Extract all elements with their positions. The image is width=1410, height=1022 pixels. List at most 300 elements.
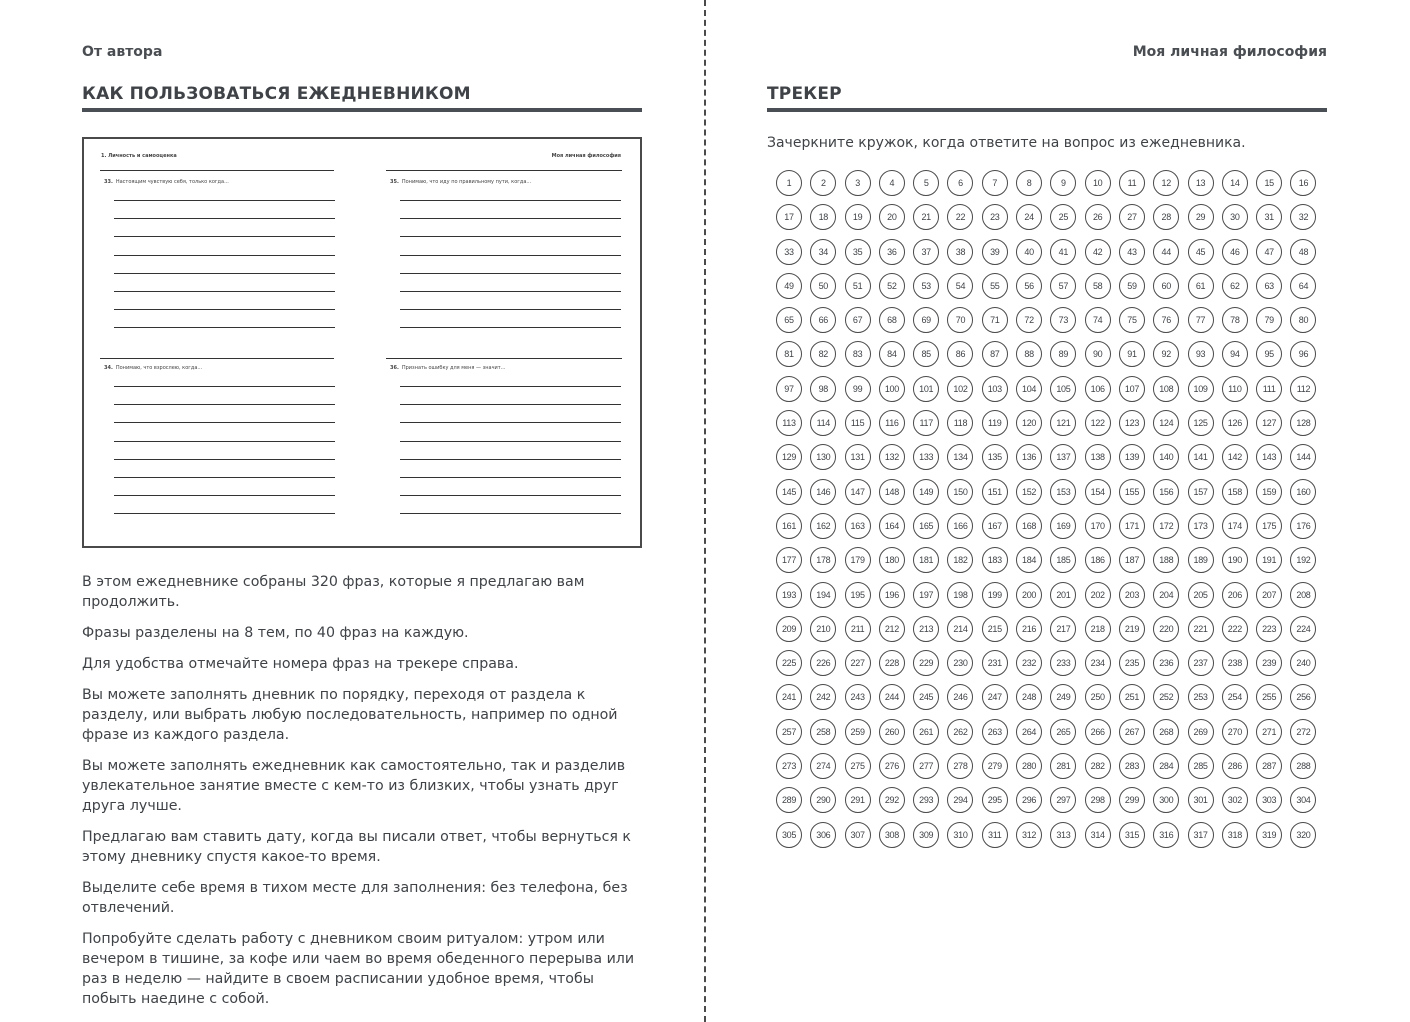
tracker-circle-220[interactable]: 220 bbox=[1153, 616, 1179, 642]
tracker-circle-92[interactable]: 92 bbox=[1153, 341, 1179, 367]
tracker-circle-120[interactable]: 120 bbox=[1016, 410, 1042, 436]
tracker-circle-154[interactable]: 154 bbox=[1085, 479, 1111, 505]
tracker-circle-148[interactable]: 148 bbox=[879, 479, 905, 505]
tracker-circle-236[interactable]: 236 bbox=[1153, 650, 1179, 676]
tracker-circle-242[interactable]: 242 bbox=[810, 684, 836, 710]
tracker-circle-296[interactable]: 296 bbox=[1016, 787, 1042, 813]
tracker-circle-183[interactable]: 183 bbox=[982, 547, 1008, 573]
tracker-circle-268[interactable]: 268 bbox=[1153, 719, 1179, 745]
tracker-circle-102[interactable]: 102 bbox=[947, 376, 973, 402]
tracker-circle-204[interactable]: 204 bbox=[1153, 582, 1179, 608]
tracker-circle-36[interactable]: 36 bbox=[879, 239, 905, 265]
tracker-circle-42[interactable]: 42 bbox=[1085, 239, 1111, 265]
tracker-circle-230[interactable]: 230 bbox=[947, 650, 973, 676]
tracker-circle-171[interactable]: 171 bbox=[1119, 513, 1145, 539]
tracker-circle-95[interactable]: 95 bbox=[1256, 341, 1282, 367]
tracker-circle-295[interactable]: 295 bbox=[982, 787, 1008, 813]
tracker-circle-223[interactable]: 223 bbox=[1256, 616, 1282, 642]
tracker-circle-130[interactable]: 130 bbox=[810, 444, 836, 470]
tracker-circle-126[interactable]: 126 bbox=[1222, 410, 1248, 436]
tracker-circle-160[interactable]: 160 bbox=[1290, 479, 1316, 505]
tracker-circle-252[interactable]: 252 bbox=[1153, 684, 1179, 710]
tracker-circle-313[interactable]: 313 bbox=[1050, 822, 1076, 848]
tracker-circle-312[interactable]: 312 bbox=[1016, 822, 1042, 848]
tracker-circle-302[interactable]: 302 bbox=[1222, 787, 1248, 813]
tracker-circle-41[interactable]: 41 bbox=[1050, 239, 1076, 265]
tracker-circle-124[interactable]: 124 bbox=[1153, 410, 1179, 436]
tracker-circle-72[interactable]: 72 bbox=[1016, 307, 1042, 333]
tracker-circle-37[interactable]: 37 bbox=[913, 239, 939, 265]
tracker-circle-187[interactable]: 187 bbox=[1119, 547, 1145, 573]
tracker-circle-105[interactable]: 105 bbox=[1050, 376, 1076, 402]
tracker-circle-89[interactable]: 89 bbox=[1050, 341, 1076, 367]
tracker-circle-45[interactable]: 45 bbox=[1188, 239, 1214, 265]
tracker-circle-297[interactable]: 297 bbox=[1050, 787, 1076, 813]
tracker-circle-307[interactable]: 307 bbox=[845, 822, 871, 848]
tracker-circle-222[interactable]: 222 bbox=[1222, 616, 1248, 642]
tracker-circle-76[interactable]: 76 bbox=[1153, 307, 1179, 333]
tracker-circle-113[interactable]: 113 bbox=[776, 410, 802, 436]
tracker-circle-287[interactable]: 287 bbox=[1256, 753, 1282, 779]
tracker-circle-215[interactable]: 215 bbox=[982, 616, 1008, 642]
tracker-circle-5[interactable]: 5 bbox=[913, 170, 939, 196]
tracker-circle-288[interactable]: 288 bbox=[1290, 753, 1316, 779]
tracker-circle-145[interactable]: 145 bbox=[776, 479, 802, 505]
tracker-circle-159[interactable]: 159 bbox=[1256, 479, 1282, 505]
tracker-circle-18[interactable]: 18 bbox=[810, 204, 836, 230]
tracker-circle-188[interactable]: 188 bbox=[1153, 547, 1179, 573]
tracker-circle-33[interactable]: 33 bbox=[776, 239, 802, 265]
tracker-circle-163[interactable]: 163 bbox=[845, 513, 871, 539]
tracker-circle-241[interactable]: 241 bbox=[776, 684, 802, 710]
tracker-circle-237[interactable]: 237 bbox=[1188, 650, 1214, 676]
tracker-circle-101[interactable]: 101 bbox=[913, 376, 939, 402]
tracker-circle-129[interactable]: 129 bbox=[776, 444, 802, 470]
tracker-circle-301[interactable]: 301 bbox=[1188, 787, 1214, 813]
tracker-circle-3[interactable]: 3 bbox=[845, 170, 871, 196]
tracker-circle-233[interactable]: 233 bbox=[1050, 650, 1076, 676]
tracker-circle-29[interactable]: 29 bbox=[1188, 204, 1214, 230]
tracker-circle-181[interactable]: 181 bbox=[913, 547, 939, 573]
tracker-circle-192[interactable]: 192 bbox=[1290, 547, 1316, 573]
tracker-circle-71[interactable]: 71 bbox=[982, 307, 1008, 333]
tracker-circle-119[interactable]: 119 bbox=[982, 410, 1008, 436]
tracker-circle-257[interactable]: 257 bbox=[776, 719, 802, 745]
tracker-circle-165[interactable]: 165 bbox=[913, 513, 939, 539]
tracker-circle-275[interactable]: 275 bbox=[845, 753, 871, 779]
tracker-circle-196[interactable]: 196 bbox=[879, 582, 905, 608]
tracker-circle-49[interactable]: 49 bbox=[776, 273, 802, 299]
tracker-circle-228[interactable]: 228 bbox=[879, 650, 905, 676]
tracker-circle-131[interactable]: 131 bbox=[845, 444, 871, 470]
tracker-circle-25[interactable]: 25 bbox=[1050, 204, 1076, 230]
tracker-circle-74[interactable]: 74 bbox=[1085, 307, 1111, 333]
tracker-circle-191[interactable]: 191 bbox=[1256, 547, 1282, 573]
tracker-circle-66[interactable]: 66 bbox=[810, 307, 836, 333]
tracker-circle-111[interactable]: 111 bbox=[1256, 376, 1282, 402]
tracker-circle-68[interactable]: 68 bbox=[879, 307, 905, 333]
tracker-circle-284[interactable]: 284 bbox=[1153, 753, 1179, 779]
tracker-circle-62[interactable]: 62 bbox=[1222, 273, 1248, 299]
tracker-circle-269[interactable]: 269 bbox=[1188, 719, 1214, 745]
tracker-circle-23[interactable]: 23 bbox=[982, 204, 1008, 230]
tracker-circle-290[interactable]: 290 bbox=[810, 787, 836, 813]
tracker-circle-15[interactable]: 15 bbox=[1256, 170, 1282, 196]
tracker-circle-239[interactable]: 239 bbox=[1256, 650, 1282, 676]
tracker-circle-88[interactable]: 88 bbox=[1016, 341, 1042, 367]
tracker-circle-11[interactable]: 11 bbox=[1119, 170, 1145, 196]
tracker-circle-162[interactable]: 162 bbox=[810, 513, 836, 539]
tracker-circle-206[interactable]: 206 bbox=[1222, 582, 1248, 608]
tracker-circle-117[interactable]: 117 bbox=[913, 410, 939, 436]
tracker-circle-80[interactable]: 80 bbox=[1290, 307, 1316, 333]
tracker-circle-118[interactable]: 118 bbox=[947, 410, 973, 436]
tracker-circle-238[interactable]: 238 bbox=[1222, 650, 1248, 676]
tracker-circle-104[interactable]: 104 bbox=[1016, 376, 1042, 402]
tracker-circle-28[interactable]: 28 bbox=[1153, 204, 1179, 230]
tracker-circle-26[interactable]: 26 bbox=[1085, 204, 1111, 230]
tracker-circle-258[interactable]: 258 bbox=[810, 719, 836, 745]
tracker-circle-272[interactable]: 272 bbox=[1290, 719, 1316, 745]
tracker-circle-51[interactable]: 51 bbox=[845, 273, 871, 299]
tracker-circle-174[interactable]: 174 bbox=[1222, 513, 1248, 539]
tracker-circle-259[interactable]: 259 bbox=[845, 719, 871, 745]
tracker-circle-179[interactable]: 179 bbox=[845, 547, 871, 573]
tracker-circle-107[interactable]: 107 bbox=[1119, 376, 1145, 402]
tracker-circle-100[interactable]: 100 bbox=[879, 376, 905, 402]
tracker-circle-65[interactable]: 65 bbox=[776, 307, 802, 333]
tracker-circle-143[interactable]: 143 bbox=[1256, 444, 1282, 470]
tracker-circle-61[interactable]: 61 bbox=[1188, 273, 1214, 299]
tracker-circle-261[interactable]: 261 bbox=[913, 719, 939, 745]
tracker-circle-176[interactable]: 176 bbox=[1290, 513, 1316, 539]
tracker-circle-320[interactable]: 320 bbox=[1290, 822, 1316, 848]
tracker-circle-270[interactable]: 270 bbox=[1222, 719, 1248, 745]
tracker-circle-55[interactable]: 55 bbox=[982, 273, 1008, 299]
tracker-circle-141[interactable]: 141 bbox=[1188, 444, 1214, 470]
tracker-circle-57[interactable]: 57 bbox=[1050, 273, 1076, 299]
tracker-circle-221[interactable]: 221 bbox=[1188, 616, 1214, 642]
tracker-circle-195[interactable]: 195 bbox=[845, 582, 871, 608]
tracker-circle-253[interactable]: 253 bbox=[1188, 684, 1214, 710]
tracker-circle-273[interactable]: 273 bbox=[776, 753, 802, 779]
tracker-circle-217[interactable]: 217 bbox=[1050, 616, 1076, 642]
tracker-circle-78[interactable]: 78 bbox=[1222, 307, 1248, 333]
tracker-circle-121[interactable]: 121 bbox=[1050, 410, 1076, 436]
tracker-circle-58[interactable]: 58 bbox=[1085, 273, 1111, 299]
tracker-circle-300[interactable]: 300 bbox=[1153, 787, 1179, 813]
tracker-circle-227[interactable]: 227 bbox=[845, 650, 871, 676]
tracker-circle-255[interactable]: 255 bbox=[1256, 684, 1282, 710]
tracker-circle-7[interactable]: 7 bbox=[982, 170, 1008, 196]
tracker-circle-12[interactable]: 12 bbox=[1153, 170, 1179, 196]
tracker-circle-299[interactable]: 299 bbox=[1119, 787, 1145, 813]
tracker-circle-19[interactable]: 19 bbox=[845, 204, 871, 230]
tracker-circle-108[interactable]: 108 bbox=[1153, 376, 1179, 402]
tracker-circle-39[interactable]: 39 bbox=[982, 239, 1008, 265]
tracker-circle-64[interactable]: 64 bbox=[1290, 273, 1316, 299]
tracker-circle-235[interactable]: 235 bbox=[1119, 650, 1145, 676]
tracker-circle-136[interactable]: 136 bbox=[1016, 444, 1042, 470]
tracker-circle-251[interactable]: 251 bbox=[1119, 684, 1145, 710]
tracker-circle-311[interactable]: 311 bbox=[982, 822, 1008, 848]
tracker-circle-50[interactable]: 50 bbox=[810, 273, 836, 299]
tracker-circle-218[interactable]: 218 bbox=[1085, 616, 1111, 642]
tracker-circle-112[interactable]: 112 bbox=[1290, 376, 1316, 402]
tracker-circle-225[interactable]: 225 bbox=[776, 650, 802, 676]
tracker-circle-226[interactable]: 226 bbox=[810, 650, 836, 676]
tracker-circle-60[interactable]: 60 bbox=[1153, 273, 1179, 299]
tracker-circle-48[interactable]: 48 bbox=[1290, 239, 1316, 265]
tracker-circle-308[interactable]: 308 bbox=[879, 822, 905, 848]
tracker-circle-75[interactable]: 75 bbox=[1119, 307, 1145, 333]
tracker-circle-24[interactable]: 24 bbox=[1016, 204, 1042, 230]
tracker-circle-1[interactable]: 1 bbox=[776, 170, 802, 196]
tracker-circle-21[interactable]: 21 bbox=[913, 204, 939, 230]
tracker-circle-294[interactable]: 294 bbox=[947, 787, 973, 813]
tracker-circle-274[interactable]: 274 bbox=[810, 753, 836, 779]
tracker-circle-246[interactable]: 246 bbox=[947, 684, 973, 710]
tracker-circle-114[interactable]: 114 bbox=[810, 410, 836, 436]
tracker-circle-243[interactable]: 243 bbox=[845, 684, 871, 710]
tracker-circle-277[interactable]: 277 bbox=[913, 753, 939, 779]
tracker-circle-219[interactable]: 219 bbox=[1119, 616, 1145, 642]
tracker-circle-180[interactable]: 180 bbox=[879, 547, 905, 573]
tracker-circle-271[interactable]: 271 bbox=[1256, 719, 1282, 745]
tracker-circle-110[interactable]: 110 bbox=[1222, 376, 1248, 402]
tracker-circle-214[interactable]: 214 bbox=[947, 616, 973, 642]
tracker-circle-9[interactable]: 9 bbox=[1050, 170, 1076, 196]
tracker-circle-200[interactable]: 200 bbox=[1016, 582, 1042, 608]
tracker-circle-96[interactable]: 96 bbox=[1290, 341, 1316, 367]
tracker-circle-286[interactable]: 286 bbox=[1222, 753, 1248, 779]
tracker-circle-109[interactable]: 109 bbox=[1188, 376, 1214, 402]
tracker-circle-197[interactable]: 197 bbox=[913, 582, 939, 608]
tracker-circle-250[interactable]: 250 bbox=[1085, 684, 1111, 710]
tracker-circle-22[interactable]: 22 bbox=[947, 204, 973, 230]
tracker-circle-125[interactable]: 125 bbox=[1188, 410, 1214, 436]
tracker-circle-249[interactable]: 249 bbox=[1050, 684, 1076, 710]
tracker-circle-135[interactable]: 135 bbox=[982, 444, 1008, 470]
tracker-circle-244[interactable]: 244 bbox=[879, 684, 905, 710]
tracker-circle-139[interactable]: 139 bbox=[1119, 444, 1145, 470]
tracker-circle-213[interactable]: 213 bbox=[913, 616, 939, 642]
tracker-circle-178[interactable]: 178 bbox=[810, 547, 836, 573]
tracker-circle-155[interactable]: 155 bbox=[1119, 479, 1145, 505]
tracker-circle-54[interactable]: 54 bbox=[947, 273, 973, 299]
tracker-circle-293[interactable]: 293 bbox=[913, 787, 939, 813]
tracker-circle-85[interactable]: 85 bbox=[913, 341, 939, 367]
tracker-circle-231[interactable]: 231 bbox=[982, 650, 1008, 676]
tracker-circle-146[interactable]: 146 bbox=[810, 479, 836, 505]
tracker-circle-202[interactable]: 202 bbox=[1085, 582, 1111, 608]
tracker-circle-310[interactable]: 310 bbox=[947, 822, 973, 848]
tracker-circle-232[interactable]: 232 bbox=[1016, 650, 1042, 676]
tracker-circle-103[interactable]: 103 bbox=[982, 376, 1008, 402]
tracker-circle-142[interactable]: 142 bbox=[1222, 444, 1248, 470]
tracker-circle-144[interactable]: 144 bbox=[1290, 444, 1316, 470]
tracker-circle-151[interactable]: 151 bbox=[982, 479, 1008, 505]
tracker-circle-27[interactable]: 27 bbox=[1119, 204, 1145, 230]
tracker-circle-156[interactable]: 156 bbox=[1153, 479, 1179, 505]
tracker-circle-82[interactable]: 82 bbox=[810, 341, 836, 367]
tracker-circle-77[interactable]: 77 bbox=[1188, 307, 1214, 333]
tracker-circle-186[interactable]: 186 bbox=[1085, 547, 1111, 573]
tracker-circle-158[interactable]: 158 bbox=[1222, 479, 1248, 505]
tracker-circle-292[interactable]: 292 bbox=[879, 787, 905, 813]
tracker-circle-263[interactable]: 263 bbox=[982, 719, 1008, 745]
tracker-circle-133[interactable]: 133 bbox=[913, 444, 939, 470]
tracker-circle-240[interactable]: 240 bbox=[1290, 650, 1316, 676]
tracker-circle-315[interactable]: 315 bbox=[1119, 822, 1145, 848]
tracker-circle-173[interactable]: 173 bbox=[1188, 513, 1214, 539]
tracker-circle-281[interactable]: 281 bbox=[1050, 753, 1076, 779]
tracker-circle-303[interactable]: 303 bbox=[1256, 787, 1282, 813]
tracker-circle-38[interactable]: 38 bbox=[947, 239, 973, 265]
tracker-circle-318[interactable]: 318 bbox=[1222, 822, 1248, 848]
tracker-circle-137[interactable]: 137 bbox=[1050, 444, 1076, 470]
tracker-circle-167[interactable]: 167 bbox=[982, 513, 1008, 539]
tracker-circle-314[interactable]: 314 bbox=[1085, 822, 1111, 848]
tracker-circle-157[interactable]: 157 bbox=[1188, 479, 1214, 505]
tracker-circle-99[interactable]: 99 bbox=[845, 376, 871, 402]
tracker-circle-90[interactable]: 90 bbox=[1085, 341, 1111, 367]
tracker-circle-153[interactable]: 153 bbox=[1050, 479, 1076, 505]
tracker-circle-306[interactable]: 306 bbox=[810, 822, 836, 848]
tracker-circle-13[interactable]: 13 bbox=[1188, 170, 1214, 196]
tracker-circle-317[interactable]: 317 bbox=[1188, 822, 1214, 848]
tracker-circle-208[interactable]: 208 bbox=[1290, 582, 1316, 608]
tracker-circle-86[interactable]: 86 bbox=[947, 341, 973, 367]
tracker-circle-161[interactable]: 161 bbox=[776, 513, 802, 539]
tracker-circle-32[interactable]: 32 bbox=[1290, 204, 1316, 230]
tracker-circle-189[interactable]: 189 bbox=[1188, 547, 1214, 573]
tracker-circle-128[interactable]: 128 bbox=[1290, 410, 1316, 436]
tracker-circle-216[interactable]: 216 bbox=[1016, 616, 1042, 642]
tracker-circle-98[interactable]: 98 bbox=[810, 376, 836, 402]
tracker-circle-283[interactable]: 283 bbox=[1119, 753, 1145, 779]
tracker-circle-59[interactable]: 59 bbox=[1119, 273, 1145, 299]
tracker-circle-276[interactable]: 276 bbox=[879, 753, 905, 779]
tracker-circle-309[interactable]: 309 bbox=[913, 822, 939, 848]
tracker-circle-30[interactable]: 30 bbox=[1222, 204, 1248, 230]
tracker-circle-83[interactable]: 83 bbox=[845, 341, 871, 367]
tracker-circle-147[interactable]: 147 bbox=[845, 479, 871, 505]
tracker-circle-94[interactable]: 94 bbox=[1222, 341, 1248, 367]
tracker-circle-40[interactable]: 40 bbox=[1016, 239, 1042, 265]
tracker-circle-6[interactable]: 6 bbox=[947, 170, 973, 196]
tracker-circle-260[interactable]: 260 bbox=[879, 719, 905, 745]
tracker-circle-31[interactable]: 31 bbox=[1256, 204, 1282, 230]
tracker-circle-168[interactable]: 168 bbox=[1016, 513, 1042, 539]
tracker-circle-44[interactable]: 44 bbox=[1153, 239, 1179, 265]
tracker-circle-182[interactable]: 182 bbox=[947, 547, 973, 573]
tracker-circle-20[interactable]: 20 bbox=[879, 204, 905, 230]
tracker-circle-84[interactable]: 84 bbox=[879, 341, 905, 367]
tracker-circle-93[interactable]: 93 bbox=[1188, 341, 1214, 367]
tracker-circle-138[interactable]: 138 bbox=[1085, 444, 1111, 470]
tracker-circle-224[interactable]: 224 bbox=[1290, 616, 1316, 642]
tracker-circle-52[interactable]: 52 bbox=[879, 273, 905, 299]
tracker-circle-79[interactable]: 79 bbox=[1256, 307, 1282, 333]
tracker-circle-73[interactable]: 73 bbox=[1050, 307, 1076, 333]
tracker-circle-166[interactable]: 166 bbox=[947, 513, 973, 539]
tracker-circle-285[interactable]: 285 bbox=[1188, 753, 1214, 779]
tracker-circle-56[interactable]: 56 bbox=[1016, 273, 1042, 299]
tracker-circle-172[interactable]: 172 bbox=[1153, 513, 1179, 539]
tracker-circle-69[interactable]: 69 bbox=[913, 307, 939, 333]
tracker-circle-115[interactable]: 115 bbox=[845, 410, 871, 436]
tracker-circle-97[interactable]: 97 bbox=[776, 376, 802, 402]
tracker-circle-164[interactable]: 164 bbox=[879, 513, 905, 539]
tracker-circle-70[interactable]: 70 bbox=[947, 307, 973, 333]
tracker-circle-16[interactable]: 16 bbox=[1290, 170, 1316, 196]
tracker-circle-17[interactable]: 17 bbox=[776, 204, 802, 230]
tracker-circle-229[interactable]: 229 bbox=[913, 650, 939, 676]
tracker-circle-170[interactable]: 170 bbox=[1085, 513, 1111, 539]
tracker-circle-116[interactable]: 116 bbox=[879, 410, 905, 436]
tracker-circle-316[interactable]: 316 bbox=[1153, 822, 1179, 848]
tracker-circle-194[interactable]: 194 bbox=[810, 582, 836, 608]
tracker-circle-140[interactable]: 140 bbox=[1153, 444, 1179, 470]
tracker-circle-175[interactable]: 175 bbox=[1256, 513, 1282, 539]
tracker-circle-127[interactable]: 127 bbox=[1256, 410, 1282, 436]
tracker-circle-279[interactable]: 279 bbox=[982, 753, 1008, 779]
tracker-circle-304[interactable]: 304 bbox=[1290, 787, 1316, 813]
tracker-circle-35[interactable]: 35 bbox=[845, 239, 871, 265]
tracker-circle-201[interactable]: 201 bbox=[1050, 582, 1076, 608]
tracker-circle-278[interactable]: 278 bbox=[947, 753, 973, 779]
tracker-circle-205[interactable]: 205 bbox=[1188, 582, 1214, 608]
tracker-circle-199[interactable]: 199 bbox=[982, 582, 1008, 608]
tracker-circle-123[interactable]: 123 bbox=[1119, 410, 1145, 436]
tracker-circle-291[interactable]: 291 bbox=[845, 787, 871, 813]
tracker-circle-87[interactable]: 87 bbox=[982, 341, 1008, 367]
tracker-circle-106[interactable]: 106 bbox=[1085, 376, 1111, 402]
tracker-circle-247[interactable]: 247 bbox=[982, 684, 1008, 710]
tracker-circle-149[interactable]: 149 bbox=[913, 479, 939, 505]
tracker-circle-211[interactable]: 211 bbox=[845, 616, 871, 642]
tracker-circle-81[interactable]: 81 bbox=[776, 341, 802, 367]
tracker-circle-319[interactable]: 319 bbox=[1256, 822, 1282, 848]
tracker-circle-184[interactable]: 184 bbox=[1016, 547, 1042, 573]
tracker-circle-254[interactable]: 254 bbox=[1222, 684, 1248, 710]
tracker-circle-169[interactable]: 169 bbox=[1050, 513, 1076, 539]
tracker-circle-14[interactable]: 14 bbox=[1222, 170, 1248, 196]
tracker-circle-198[interactable]: 198 bbox=[947, 582, 973, 608]
tracker-circle-177[interactable]: 177 bbox=[776, 547, 802, 573]
tracker-circle-10[interactable]: 10 bbox=[1085, 170, 1111, 196]
tracker-circle-152[interactable]: 152 bbox=[1016, 479, 1042, 505]
tracker-circle-4[interactable]: 4 bbox=[879, 170, 905, 196]
tracker-circle-122[interactable]: 122 bbox=[1085, 410, 1111, 436]
tracker-circle-2[interactable]: 2 bbox=[810, 170, 836, 196]
tracker-circle-264[interactable]: 264 bbox=[1016, 719, 1042, 745]
tracker-circle-190[interactable]: 190 bbox=[1222, 547, 1248, 573]
tracker-circle-248[interactable]: 248 bbox=[1016, 684, 1042, 710]
tracker-circle-132[interactable]: 132 bbox=[879, 444, 905, 470]
tracker-circle-67[interactable]: 67 bbox=[845, 307, 871, 333]
tracker-circle-203[interactable]: 203 bbox=[1119, 582, 1145, 608]
tracker-circle-282[interactable]: 282 bbox=[1085, 753, 1111, 779]
tracker-circle-8[interactable]: 8 bbox=[1016, 170, 1042, 196]
tracker-circle-63[interactable]: 63 bbox=[1256, 273, 1282, 299]
tracker-circle-91[interactable]: 91 bbox=[1119, 341, 1145, 367]
tracker-circle-234[interactable]: 234 bbox=[1085, 650, 1111, 676]
tracker-circle-209[interactable]: 209 bbox=[776, 616, 802, 642]
tracker-circle-280[interactable]: 280 bbox=[1016, 753, 1042, 779]
tracker-circle-193[interactable]: 193 bbox=[776, 582, 802, 608]
